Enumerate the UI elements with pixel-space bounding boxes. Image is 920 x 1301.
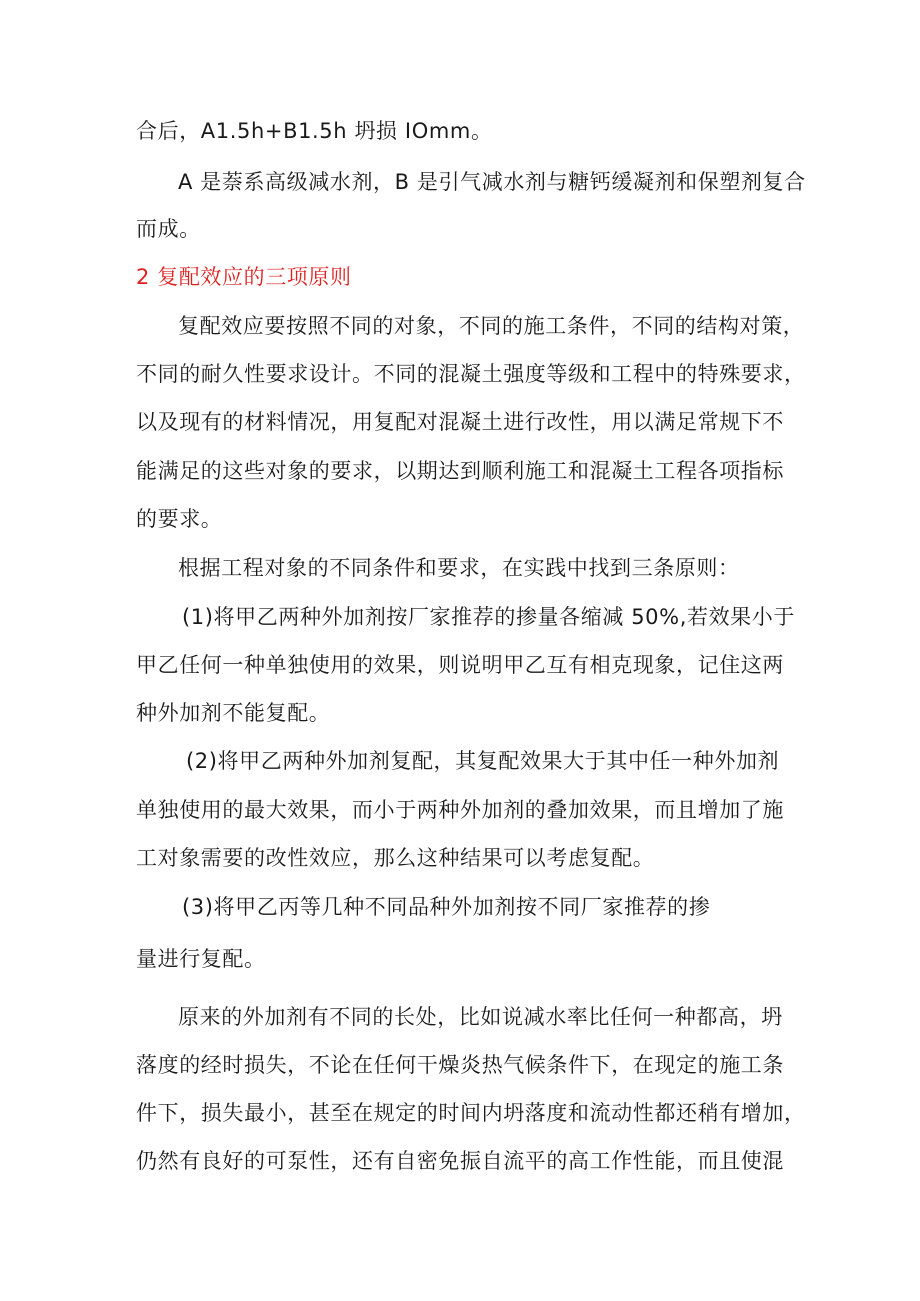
text-line: 能满足的这些对象的要求，以期达到顺利施工和混凝土工程各项指标 (136, 459, 784, 483)
text-line: 而成。 (136, 217, 201, 241)
text-line: 的要求。 (136, 507, 223, 531)
text-line: 以及现有的材料情况，用复配对混凝土进行改性，用以满足常规下不 (136, 410, 784, 434)
text-line: 落度的经时损失，不论在任何干燥炎热气候条件下，在现定的施工条 (136, 1053, 784, 1077)
list-item-1: (1)将甲乙两种外加剂按厂家推荐的掺量各缩减 50%,若效果小于 (182, 605, 795, 629)
text-line: 工对象需要的改性效应，那么这种结果可以考虑复配。 (136, 846, 655, 870)
text-line: 件下，损失最小，甚至在规定的时间内坍落度和流动性都还稍有增加， (136, 1101, 806, 1125)
text-line: 原来的外加剂有不同的长处，比如说减水率比任何一种都高，坍 (178, 1005, 783, 1029)
text-line: 单独使用的最大效果，而小于两种外加剂的叠加效果，而且增加了施 (136, 798, 784, 822)
text-line: 合后，A1.5h+B1.5h 坍损 IOmm。 (136, 119, 493, 143)
text-line: 仍然有良好的可泵性，还有自密免振自流平的高工作性能，而且使混 (136, 1149, 784, 1173)
text-line: 种外加剂不能复配。 (136, 701, 331, 725)
text-line: 复配效应要按照不同的对象，不同的施工条件，不同的结构对策， (178, 314, 805, 338)
text-line: A 是萘系高级减水剂，B 是引气减水剂与糖钙缓凝剂和保塑剂复合 (178, 170, 806, 194)
list-item-3: (3)将甲乙丙等几种不同品种外加剂按不同厂家推荐的掺 (182, 895, 711, 919)
section-heading: 2 复配效应的三项原则 (136, 265, 352, 289)
text-line: 不同的耐久性要求设计。不同的混凝土强度等级和工程中的特殊要求， (136, 362, 806, 386)
text-line: 量进行复配。 (136, 947, 266, 971)
text-line: 甲乙任何一种单独使用的效果，则说明甲乙互有相克现象，记住这两 (136, 653, 784, 677)
text-line: 根据工程对象的不同条件和要求，在实践中找到三条原则： (178, 556, 740, 580)
list-item-2: (2)将甲乙两种外加剂复配，其复配效果大于其中任一种外加剂 (186, 749, 780, 773)
